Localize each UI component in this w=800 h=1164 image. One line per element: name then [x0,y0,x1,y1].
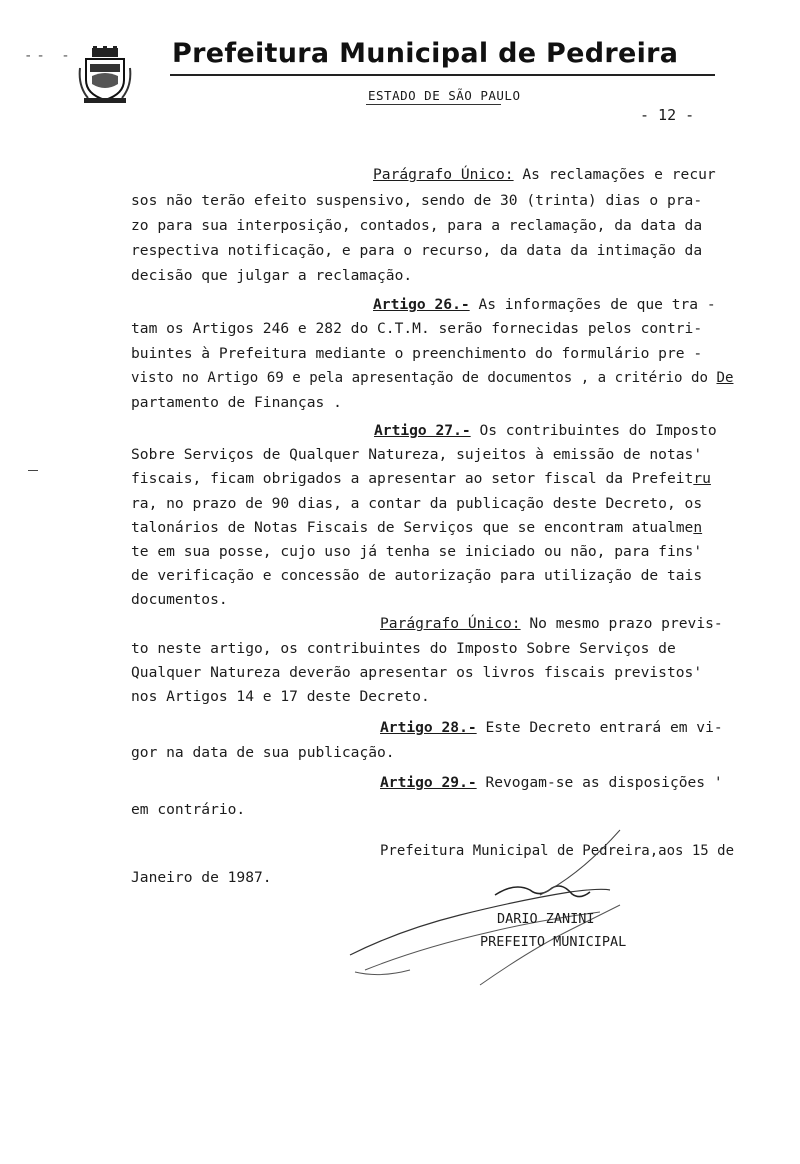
paragraph-line: ra, no prazo de 90 dias, a contar da publicação deste Decreto, os [131,495,703,512]
text-span: Revogam-se as disposições ' [476,774,723,791]
paragraph-line: gor na data de sua publicação. [131,744,395,761]
text-span: As reclamações e recur [513,166,716,183]
article-label: Artigo 28.- [380,719,477,736]
paragraph-line [374,422,717,439]
paragraph-line: tam os Artigos 246 e 282 do C.T.M. serão fornecidas pelos contri- [131,320,703,337]
paragraph-line: documentos. [131,591,228,608]
paragraph-line: zo para sua interposição, contados, para a reclamação, da data da [131,217,703,234]
section-label: Parágrafo Único: [380,615,521,632]
paragraph-line: te em sua posse, cujo uso já tenha se iniciado ou não, para fins' [131,543,703,560]
paragraph-line: decisão que julgar a reclamação. [131,267,413,284]
paragraph-line: Qualquer Natureza deverão apresentar os livros fiscais previstos' [131,664,703,681]
page-title: Prefeitura Municipal de Pedreira [172,38,679,69]
paragraph-line: to neste artigo, os contribuintes do Imposto Sobre Serviços de [131,640,676,657]
page-number: - 12 - [640,106,695,124]
paragraph-line: sos não terão efeito suspensivo, sendo de 30 (trinta) dias o pra- [131,192,703,209]
text-span: fiscais, ficam obrigados a apresentar ao setor fiscal da Prefeit [131,470,694,487]
section-label: Parágrafo Único: [373,166,514,183]
paragraph-line [373,166,716,183]
paragraph-line: buintes à Prefeitura mediante o preenchimento do formulário pre - [131,345,703,362]
text-span: visto no Artigo 69 e pela apresentação de documentos , a critério do [131,370,717,386]
text-span: As informações de que tra - [469,296,716,313]
paragraph-line [131,519,702,536]
text-span: Este Decreto entrará em vi- [476,719,723,736]
signer-title: PREFEITO MUNICIPAL [480,934,627,950]
paragraph-line: nos Artigos 14 e 17 deste Decreto. [131,688,430,705]
text-span: n [693,519,703,536]
paragraph-line: Sobre Serviços de Qualquer Natureza, sujeitos à emissão de notas' [131,446,703,463]
state-rule [366,104,501,105]
coat-of-arms-icon [78,46,132,104]
paragraph-line [380,774,723,791]
scan-marks: -- - [24,48,74,64]
article-label: Artigo 26.- [373,296,470,313]
signer-name: DARIO ZANINI [497,911,595,927]
closing-date: Janeiro de 1987. [131,869,272,886]
paragraph-line [373,296,716,313]
paragraph-line: em contrário. [131,801,246,818]
text-span: No mesmo prazo previs- [520,615,723,632]
margin-mark [28,470,38,471]
paragraph-line [380,719,723,736]
paragraph-line: de verificação e concessão de autorização para utilização de tais [131,567,703,584]
paragraph-line [131,370,733,386]
paragraph-line: partamento de Finanças . [131,394,342,411]
state-subtitle: ESTADO DE SÃO PAULO [368,88,521,103]
paragraph-line [380,615,723,632]
text-span: ru [693,470,711,487]
article-label: Artigo 27.- [374,422,471,439]
paragraph-line [131,470,711,487]
text-span: talonários de Notas Fiscais de Serviços que se encontram atualme [131,519,694,536]
title-rule [170,74,715,76]
article-label: Artigo 29.- [380,774,477,791]
paragraph-line: respectiva notificação, e para o recurso, da data da intimação da [131,242,703,259]
text-span: Os contribuintes do Imposto [470,422,717,439]
text-span: De [716,370,734,386]
closing-place: Prefeitura Municipal de Pedreira,aos 15 de [380,843,735,859]
